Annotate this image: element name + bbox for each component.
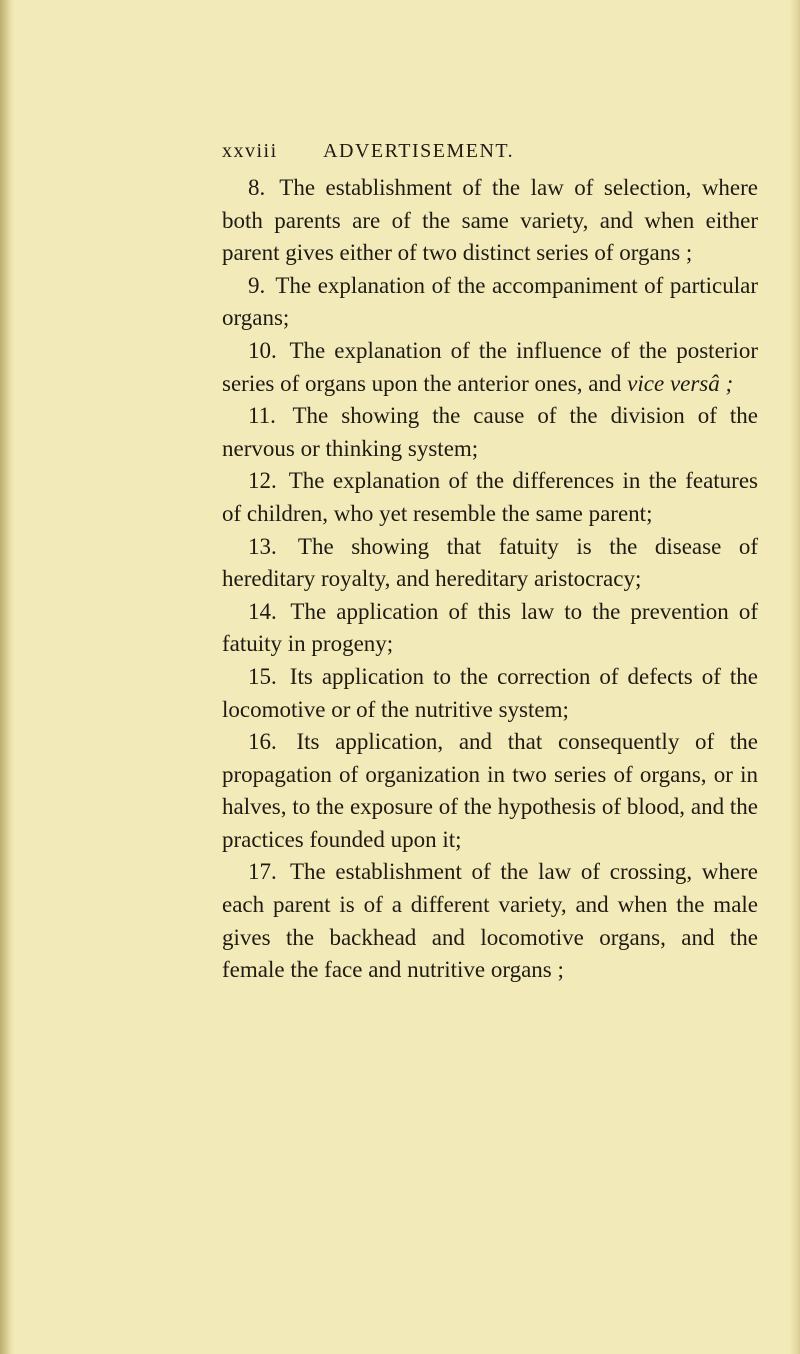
paragraph-text: The explanation of the differences in the features of children, who yet resemble the same parent;	[222, 468, 758, 526]
page-number: xxviii	[222, 140, 278, 162]
paragraph-number: 9.	[248, 272, 266, 298]
paragraph-8	[222, 172, 758, 270]
paragraph-text: The establishment of the law of crossing, where each parent is of a different variety, and when the male gives the backhead and locomotive organs, and the female the face and nutritive organs ;	[222, 859, 758, 983]
paragraph-text: Its application to the correction of defects of the locomotive or of the nutritive system;	[222, 663, 759, 722]
body-text	[222, 172, 758, 987]
paragraph-text: The showing that fatuity is the disease of hereditary royalty, and hereditary aristocracy;	[222, 533, 758, 592]
paragraph-text: The explanation of the accompaniment of particular organs;	[222, 272, 758, 331]
paragraph-number: 12.	[248, 468, 277, 494]
paragraph-text: The explanation of the influence of the posterior series of organs upon the anterior ones, and	[222, 337, 758, 396]
page-edge-right	[790, 0, 800, 1354]
paragraph-12	[222, 465, 758, 530]
paragraph-number: 17.	[248, 859, 277, 885]
paragraph-text: Its application, and that consequently of the propagation of organization in two series of organs, or in halves, to the exposure of the hypothesis of blood, and the practices founded upon it;	[222, 729, 759, 852]
page-edge-left	[0, 0, 14, 1354]
paragraph-number: 15.	[248, 663, 277, 689]
paragraph-italic-text: vice versâ ;	[627, 370, 734, 396]
paragraph-text: The application of this law to the prevention of fatuity in progeny;	[222, 598, 758, 657]
paragraph-13	[222, 531, 758, 596]
paragraph-14	[222, 596, 758, 661]
paragraph-16	[222, 726, 758, 856]
paragraph-10	[222, 335, 758, 400]
running-title: ADVERTISEMENT.	[323, 140, 515, 162]
paragraph-text: The showing the cause of the division of the nervous or thinking system;	[222, 403, 758, 461]
paragraph-number: 13.	[248, 533, 277, 559]
paragraph-number: 16.	[248, 729, 277, 755]
paragraph-text: The establishment of the law of selection, where both parents are of the same variety, and when either parent gives either of two distinct series of organs ;	[222, 175, 758, 266]
page-header	[222, 140, 514, 163]
paragraph-number: 11.	[248, 403, 276, 429]
paragraph-9	[222, 270, 758, 335]
paragraph-number: 10.	[248, 337, 277, 363]
paragraph-15	[222, 661, 758, 726]
paragraph-number: 14.	[248, 598, 277, 624]
paragraph-17	[222, 856, 758, 986]
paragraph-11	[222, 400, 758, 465]
paragraph-number: 8.	[248, 175, 266, 200]
